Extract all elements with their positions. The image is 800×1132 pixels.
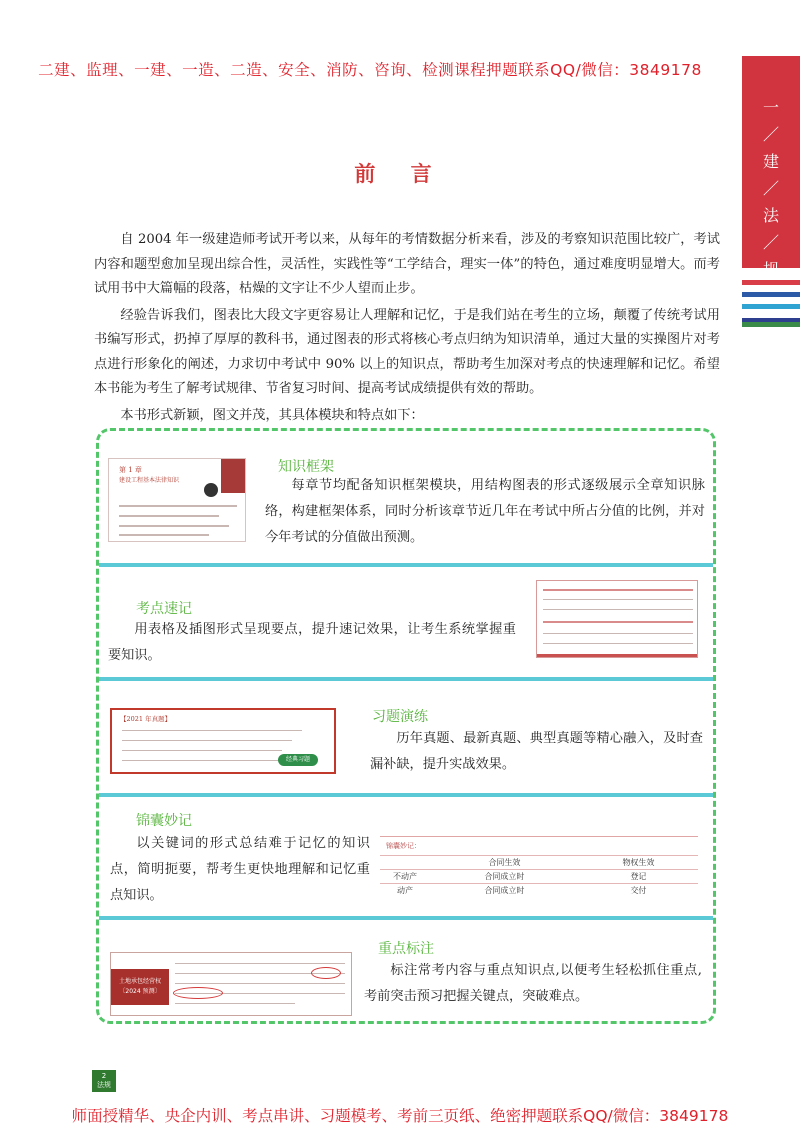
thumb-red-block: [221, 459, 245, 493]
module-title-highlight: 重点标注: [378, 941, 434, 957]
intro-text: [94, 228, 720, 428]
table-cell: 合同成立时: [430, 870, 579, 884]
module-text-memory: [108, 617, 516, 669]
side-tab-char: 一: [762, 98, 779, 117]
table-cell: 登记: [579, 870, 698, 884]
table-row: [380, 870, 698, 884]
divider-1: [99, 563, 713, 567]
thumb-line: [122, 740, 292, 741]
intro-paragraph-2: 经验告诉我们，图表比大段文字更容易让人理解和记忆，于是我们站在考生的立场，颠覆了传统考试用书编写形式，扔掉了厚厚的教科书，通过图表的形式将核心考点归纳为知识清单，通过大量的实操图片对考点进行形象化的阐述，力求切中考试中 90% 以上的知识点，帮助考生加深对考点的快速理解和记忆。希望本书能为考生了解考试规律、节省复习时间、提高考试成绩提供有效的帮助。: [94, 307, 720, 396]
page-number-label: 法规: [97, 1081, 111, 1089]
mini-table-caption: 锦囊妙记：: [386, 842, 421, 850]
thumb-line: [175, 1003, 295, 1004]
intro-paragraph-3: 本书形式新颖，图文并茂，其具体模块和特点如下：: [120, 407, 424, 423]
thumb-line: [543, 633, 693, 634]
page-title: 前 言: [354, 162, 446, 186]
table-cell: 交付: [579, 884, 698, 898]
module-text-framework-p: 每章节均配备知识框架模块，用结构图表的形式逐级展示全章知识脉络，构建框架体系，同时分析该章节近几年在考试中所占分值的比例，并对今年考试的分值做出预测。: [265, 478, 705, 545]
thumb-highlight-label: 土地承包经营权: [118, 978, 161, 985]
mini-table: [380, 855, 698, 898]
page-number-badge: [92, 1070, 116, 1092]
thumb-line: [543, 643, 693, 644]
thumb-line: [119, 525, 229, 527]
module-title-framework: 知识框架: [278, 459, 334, 475]
thumb-line: [119, 534, 209, 536]
thumb-line: [543, 621, 693, 623]
thumb-line: [119, 505, 237, 507]
module-text-mnemonic-p: 以关键词的形式总结难于记忆的知识点，简明扼要，帮考生更快地理解和记忆重点知识。: [110, 836, 370, 903]
module-text-memory-p: 用表格及插图形式呈现要点，提升速记效果，让考生系统掌握重要知识。: [108, 622, 516, 663]
thumb-line: [119, 515, 219, 517]
side-tab-char: ／: [762, 233, 779, 252]
thumb-red-bar: [537, 654, 698, 657]
stripe-cyan: [742, 304, 800, 309]
module-text-mnemonic: [110, 831, 370, 909]
table-cell: 合同成立时: [430, 884, 579, 898]
thumb-line: [543, 599, 693, 600]
thumb-line: [175, 983, 345, 984]
thumb-highlight-circle: [173, 987, 223, 999]
table-cell: 不动产: [380, 870, 430, 884]
table-row: [380, 884, 698, 898]
thumb-chapter-label: 第 1 章: [119, 466, 142, 474]
module-text-practice: [370, 726, 703, 778]
thumb-circle: [204, 483, 218, 497]
thumb-highlight-block: [111, 969, 169, 1005]
stripe-red: [742, 280, 800, 285]
thumb-highlight-circle: [311, 967, 341, 979]
module-title-memory: 考点速记: [136, 601, 192, 617]
page-number: 2: [101, 1072, 107, 1080]
top-banner: 二建、监理、一建、一造、二造、安全、消防、咨询、检测课程押题联系QQ/微信：3849178: [38, 61, 702, 79]
side-tab-char: ／: [762, 125, 779, 144]
highlight-thumbnail: [110, 952, 352, 1016]
table-cell: 物权生效: [579, 856, 698, 870]
thumb-line: [543, 589, 693, 591]
mnemonic-thumbnail: [380, 836, 698, 896]
side-tab-char: ／: [762, 179, 779, 198]
thumb-badge: 经典习题: [278, 754, 318, 766]
table-cell: 合同生效: [430, 856, 579, 870]
thumb-chapter-sub: 建设工程基本法律知识: [119, 477, 180, 484]
module-text-highlight-p: 标注常考内容与重点知识点,以便考生轻松抓住重点,考前突击预习把握关键点，突破难点。: [364, 963, 702, 1004]
module-title-practice: 习题演练: [372, 709, 428, 725]
table-cell: 动产: [380, 884, 430, 898]
thumb-highlight-year: 〔2024 预测〕: [119, 988, 161, 995]
intro-paragraph-1: 自 2004 年一级建造师考试开考以来，从每年的考情数据分析来看，涉及的考察知识范围比较广，考试内容和题型愈加呈现出综合性，灵活性，实践性等“工学结合，理实一体”的特色，通过难度明显增大。而考试用书中大篇幅的段落，枯燥的文字让不少人望而止步。: [94, 232, 720, 296]
thumb-line: [122, 750, 282, 751]
thumb-question-tag: 【2021 年真题】: [120, 715, 172, 723]
divider-3: [99, 793, 713, 797]
framework-thumbnail: [108, 458, 246, 542]
side-tab-char: 规: [762, 260, 779, 279]
memory-thumbnail: [536, 580, 698, 658]
module-text-framework: [265, 473, 705, 551]
table-cell: [380, 856, 430, 870]
side-tab-label: [742, 94, 800, 283]
side-tab-char: 法: [762, 206, 779, 225]
thumb-line: [543, 609, 693, 610]
thumb-line: [175, 963, 345, 964]
thumb-line: [122, 760, 297, 761]
stripe-green: [742, 322, 800, 327]
bottom-banner: 师面授精华、央企内训、考点串讲、习题模考、考前三页纸、绝密押题联系QQ/微信：3849178: [71, 1107, 729, 1125]
module-text-highlight: [364, 958, 702, 1010]
divider-4: [99, 916, 713, 920]
practice-thumbnail: [110, 708, 336, 774]
stripe-blue: [742, 292, 800, 297]
divider-2: [99, 677, 713, 681]
module-title-mnemonic: 锦囊妙记: [136, 813, 192, 829]
module-text-practice-p: 历年真题、最新真题、典型真题等精心融入，及时查漏补缺，提升实战效果。: [370, 731, 703, 772]
side-tab-char: 建: [762, 152, 779, 171]
table-row: [380, 856, 698, 870]
thumb-line: [122, 730, 302, 731]
